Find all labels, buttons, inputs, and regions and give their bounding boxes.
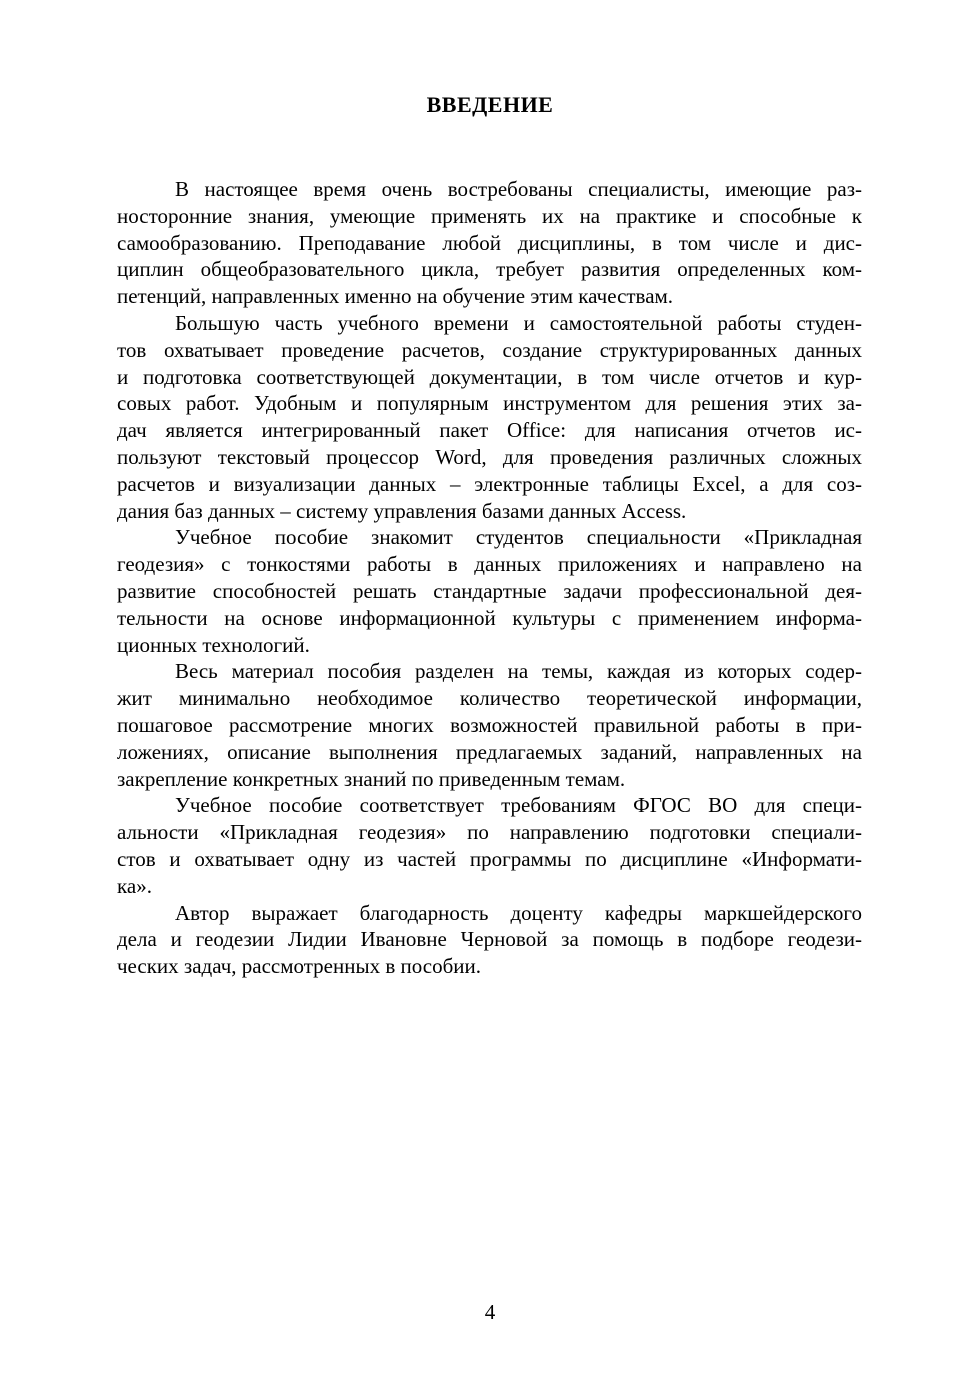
text-line: стов и охватывает одну из частей программы по дисциплине «Информати-: [117, 846, 862, 871]
text-line: Автор выражает благодарность доценту кафедры маркшейдерского: [175, 900, 862, 925]
text-line: носторонние знания, умеющие применять их на практике и способные к: [117, 203, 862, 228]
text-line: развитие способностей решать стандартные задачи профессиональной дея-: [117, 578, 862, 603]
text-line: совых работ. Удобным и популярным инструментом для решения этих за-: [117, 391, 862, 416]
text-line: тельности на основе информационной культуры с применением информа-: [117, 605, 862, 630]
page-title: ВВЕДЕНИЕ: [426, 92, 554, 117]
paragraph-4: [117, 658, 862, 792]
text-line: альности «Прикладная геодезия» по направлению подготовки специали-: [117, 820, 862, 845]
text-line: тов охватывает проведение расчетов, создание структурированных данных: [117, 337, 862, 362]
text-line: В настоящее время очень востребованы специалисты, имеющие раз-: [175, 177, 862, 201]
text-line: и подготовка соответствующей документации, в том числе отчетов и кур-: [117, 364, 862, 389]
paragraph-2: [117, 310, 862, 524]
text-line: геодезия» с тонкостями работы в данных приложениях и направлено на: [117, 552, 862, 577]
text-line: ционных технологий.: [117, 632, 310, 657]
page-number: 4: [484, 1300, 496, 1324]
paragraph-5: [117, 792, 862, 899]
text-line: ческих задач, рассмотренных в пособии.: [117, 954, 481, 979]
text-line: дела и геодезии Лидии Ивановне Черновой за помощь в подборе геодези-: [117, 927, 862, 952]
text-line: циплин общеобразовательного цикла, требует развития определенных ком-: [117, 257, 862, 282]
text-line: дач является интегрированный пакет Office: для написания отчетов ис-: [117, 418, 862, 443]
paragraph-6: [117, 900, 862, 980]
text-line: расчетов и визуализации данных – электронные таблицы Excel, а для соз-: [117, 471, 862, 496]
text-line: жит минимально необходимое количество теоретической информации,: [117, 686, 862, 711]
text-line: пошаговое рассмотрение многих возможностей правильной работы в при-: [117, 712, 862, 737]
body-text: [117, 176, 862, 980]
paragraph-3: [117, 524, 862, 658]
text-line: Учебное пособие соответствует требованиям ФГОС ВО для специ-: [175, 793, 862, 818]
paragraph-1: [117, 176, 862, 310]
text-line: самообразованию. Преподавание любой дисциплины, в том числе и дис-: [117, 230, 862, 255]
text-line: Большую часть учебного времени и самостоятельной работы студен-: [175, 310, 862, 335]
text-line: ложениях, описание выполнения предлагаемых заданий, направленных на: [117, 739, 862, 764]
text-line: закрепление конкретных знаний по приведенным темам.: [117, 766, 626, 791]
text-line: дания баз данных – систему управления базами данных Access.: [117, 498, 687, 523]
text-line: петенций, направленных именно на обучение этим качествам.: [117, 284, 674, 309]
text-line: пользуют текстовый процессор Word, для проведения различных сложных: [117, 444, 862, 469]
text-line: Учебное пособие знакомит студентов специальности «Прикладная: [175, 525, 862, 550]
text-line: Весь материал пособия разделен на темы, каждая из которых содер-: [175, 659, 862, 684]
text-line: ка».: [117, 873, 152, 898]
